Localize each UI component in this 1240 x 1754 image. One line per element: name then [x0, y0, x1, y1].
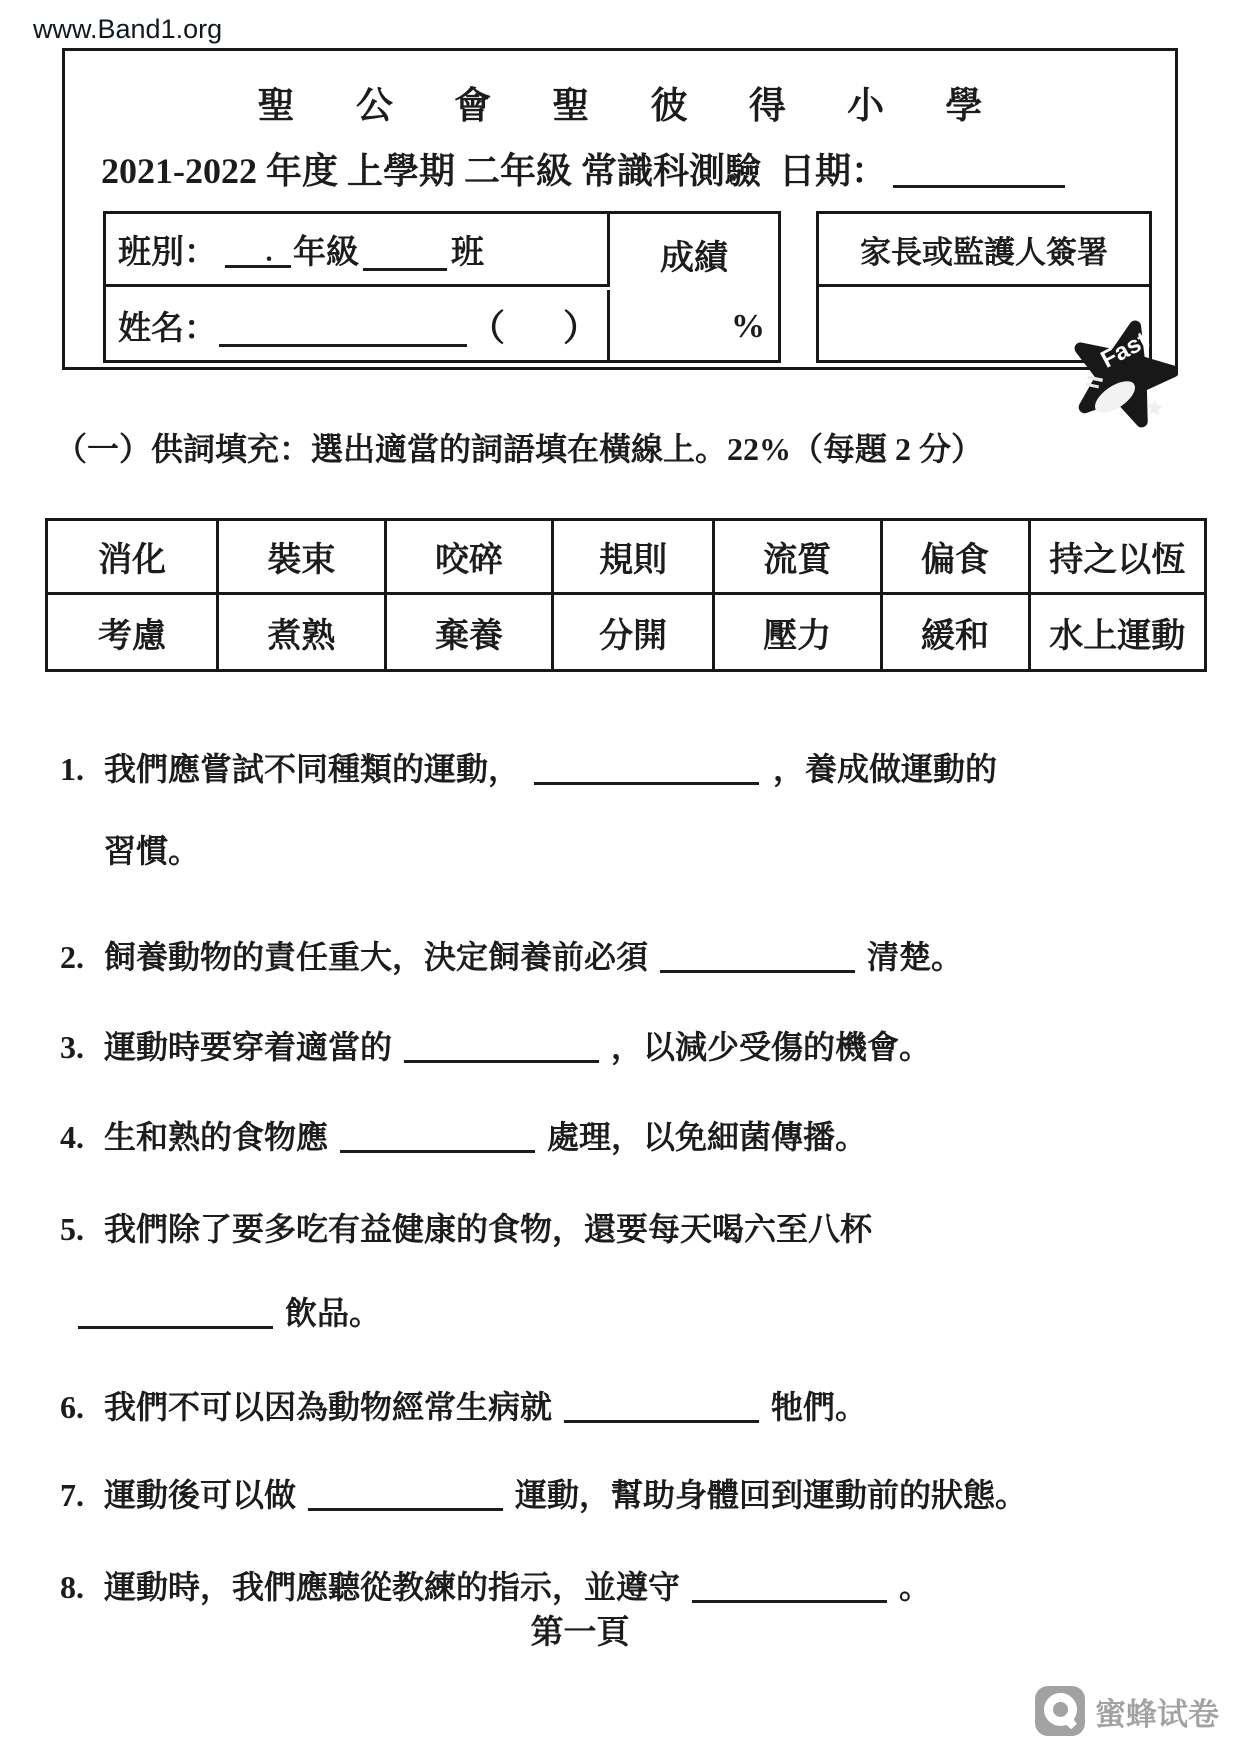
- answer-blank-line: [534, 752, 759, 785]
- word-bank-cell: 棄養: [387, 595, 555, 669]
- question-3: [60, 1022, 931, 1068]
- site-watermark: www.Band1.org: [33, 14, 223, 44]
- page-number: 第一頁: [530, 1615, 630, 1651]
- question-8: [60, 1562, 931, 1608]
- class-cell: [106, 214, 610, 287]
- word-bank-cell: 規則: [554, 521, 715, 595]
- word-bank-cell: 消化: [48, 521, 219, 595]
- word-bank-cell: 考慮: [48, 595, 219, 669]
- word-bank-cell: 分開: [554, 595, 715, 669]
- question-7: [60, 1470, 1027, 1516]
- question-text: 生和熟的食物應: [104, 1119, 329, 1155]
- question-1-continued: 習慣。: [104, 833, 201, 869]
- question-text: 清楚。: [867, 939, 964, 975]
- question-text: 運動後可以做: [104, 1477, 297, 1513]
- question-text: 牠們。: [771, 1389, 868, 1425]
- bee-logo-icon: [1035, 1686, 1085, 1736]
- exam-info: 2021-2022 年度 上學期 二年級 常識科測驗: [101, 151, 761, 191]
- question-2: [60, 932, 963, 978]
- question-text: 我們除了要多吃有益健康的食物，還要每天喝六至八杯: [104, 1211, 873, 1247]
- school-name: 聖 公 會 聖 彼 得 小 學: [257, 86, 1009, 127]
- question-text: 我們應嘗試不同種類的運動，: [104, 751, 521, 787]
- word-bank-cell: 煮熟: [219, 595, 387, 669]
- question-text: 運動時要穿着適當的: [104, 1029, 393, 1065]
- score-label: 成績: [660, 240, 728, 277]
- word-bank-cell: 壓力: [715, 595, 883, 669]
- question-number: 3.: [60, 1029, 84, 1065]
- question-number: 8.: [60, 1569, 84, 1605]
- grade-blank-line: [363, 237, 447, 271]
- answer-blank-line: [340, 1120, 535, 1153]
- fast-star-sticker-icon: [1068, 313, 1178, 435]
- word-bank-cell: 裝束: [219, 521, 387, 595]
- paren-open: （: [469, 307, 506, 348]
- question-text: 飼養動物的責任重大，決定飼養前必須: [104, 939, 649, 975]
- class-suffix-label: 班: [451, 234, 484, 271]
- brand-name: 蜜蜂试卷: [1095, 1696, 1219, 1732]
- question-number: 5.: [60, 1211, 84, 1247]
- sticker-text: Fast: [1096, 326, 1153, 374]
- answer-blank-line: [564, 1390, 759, 1423]
- question-text: 我們不可以因為動物經常生病就: [104, 1389, 553, 1425]
- question-number: 2.: [60, 939, 84, 975]
- word-bank-cell: 水上運動: [1049, 617, 1186, 655]
- class-dot-mark: ．: [264, 237, 291, 267]
- paren-close: ）: [563, 307, 600, 348]
- word-bank-cell: 咬碎: [387, 521, 555, 595]
- word-bank-table: [45, 518, 1207, 672]
- question-text: ，養成做運動的: [773, 751, 998, 787]
- question-number: 7.: [60, 1477, 84, 1513]
- question-text: 運動時，我們應聽從教練的指示，並遵守: [104, 1569, 681, 1605]
- grade-label: 年級: [293, 234, 359, 271]
- answer-blank-line: [692, 1570, 887, 1603]
- question-4: [60, 1112, 867, 1158]
- word-bank-cell: 持之以恆: [1031, 521, 1204, 595]
- name-cell: [106, 290, 610, 360]
- percent-sign: %: [731, 308, 765, 345]
- section-1-instruction: （一）供詞填充：選出適當的詞語填在橫線上。22%（每題 2 分）: [55, 431, 984, 467]
- question-text: 。: [899, 1569, 932, 1605]
- word-bank-cell: 緩和: [883, 595, 1031, 669]
- class-label: 班別：: [118, 234, 217, 271]
- score-cell: [613, 214, 775, 360]
- answer-blank-line: [404, 1030, 599, 1063]
- word-bank-cell: 流質: [715, 521, 883, 595]
- question-text: 運動，幫助身體回到運動前的狀態。: [515, 1477, 1028, 1513]
- question-text: 飲品。: [285, 1295, 382, 1331]
- guardian-label: 家長或監護人簽署: [819, 214, 1149, 287]
- date-label: 日期：: [779, 151, 888, 191]
- question-text: ，以減少受傷的機會。: [611, 1029, 932, 1065]
- question-5-continued: [78, 1288, 381, 1334]
- student-info-box: [103, 211, 781, 363]
- name-label: 姓名：: [118, 310, 217, 347]
- exam-header-box: [62, 48, 1178, 374]
- question-6: [60, 1382, 867, 1428]
- name-blank-line: [219, 313, 467, 347]
- date-blank-line: [893, 151, 1065, 188]
- question-text: 處理，以免細菌傳播。: [547, 1119, 868, 1155]
- brand-watermark: [1035, 1686, 1219, 1736]
- question-1: [60, 744, 997, 790]
- question-number: 4.: [60, 1119, 84, 1155]
- exam-info-line: [101, 143, 1065, 194]
- answer-blank-line: [660, 940, 855, 973]
- class-blank-line: [225, 237, 291, 268]
- answer-blank-line: [308, 1478, 503, 1511]
- question-number: 6.: [60, 1389, 84, 1425]
- question-5: [60, 1204, 872, 1250]
- question-number: 1.: [60, 751, 84, 787]
- word-bank-cell: 偏食: [883, 521, 1031, 595]
- answer-blank-line: [78, 1296, 273, 1329]
